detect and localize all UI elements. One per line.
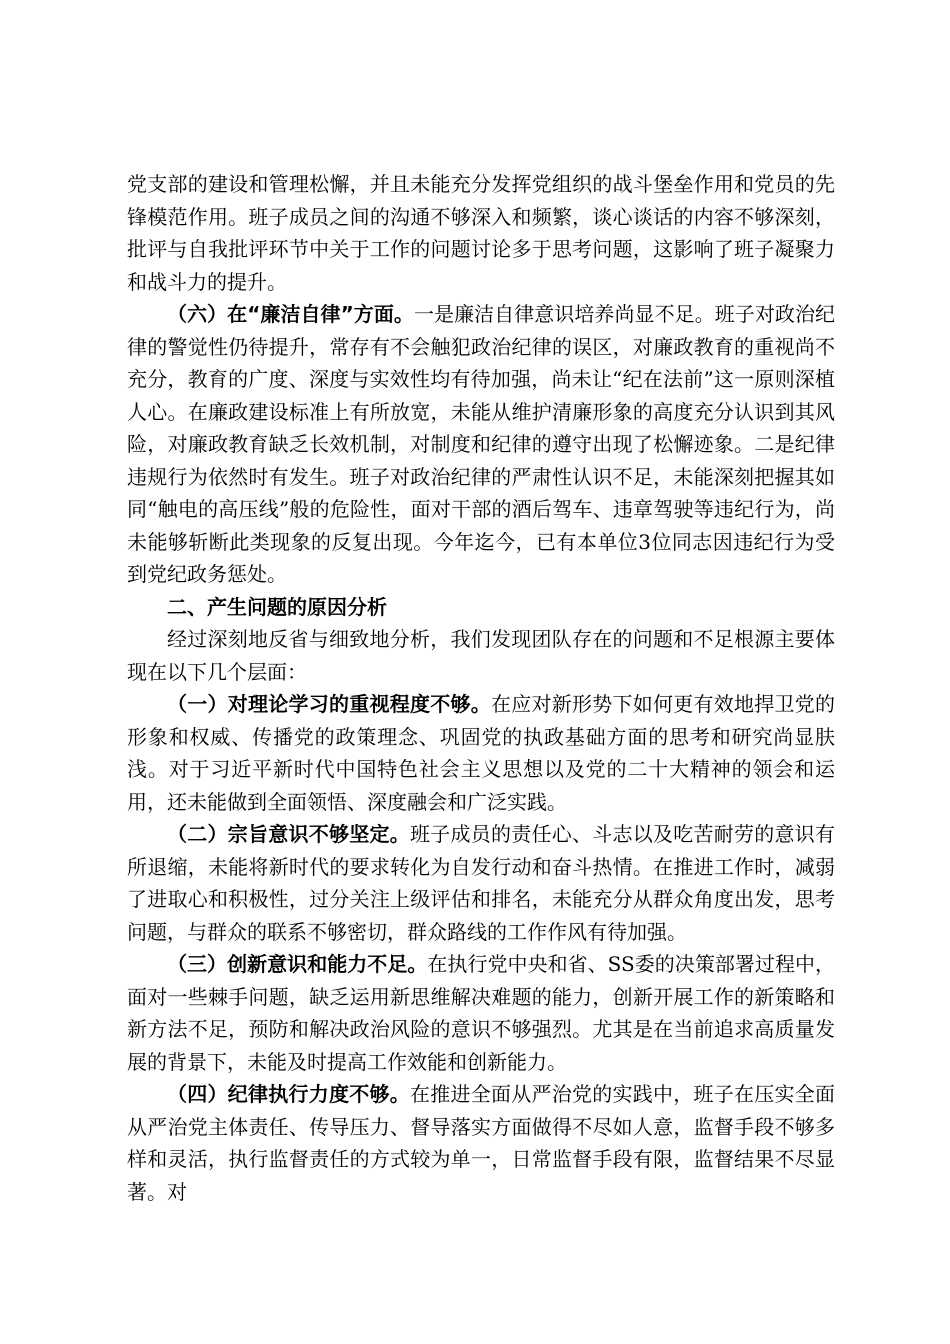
- paragraph-theory-study: [127, 688, 835, 818]
- paragraph-purpose-awareness: [127, 818, 835, 948]
- body-purpose-awareness: 班子成员的责任心、斗志以及吃苦耐劳的意识有所退缩，未能将新时代的要求转化为自发行动和奋斗热情。在推进工作时，减弱了进取心和积极性，过分关注上级评估和排名，未能充分从群众角度出发，思考问题，与群众的联系不够密切，群众路线的工作作风有待加强。: [127, 822, 835, 944]
- heading-discipline: （四）纪律执行力度不够。: [167, 1082, 410, 1106]
- paragraph-intro: 经过深刻地反省与细致地分析，我们发现团队存在的问题和不足根源主要体现在以下几个层面：: [127, 627, 835, 684]
- body-integrity: 一是廉洁自律意识培养尚显不足。班子对政治纪律的警觉性仍待提升，常存有不会触犯政治纪律的误区，对廉政教育的重视尚不充分，教育的广度、深度与实效性均有待加强，尚未让“纪在法前”这一原则深植人心。在廉政建设标准上有所放宽，未能从维护清廉形象的高度充分认识到其风险，对廉政教育缺乏长效机制，对制度和纪律的遵守出现了松懈迹象。二是纪律违规行为依然时有发生。班子对政治纪律的严肃性认识不足，未能深刻把握其如同“触电的高压线”般的危险性，面对干部的酒后驾车、违章驾驶等违纪行为，尚未能够斩断此类现象的反复出现。今年迄今，已有本单位3位同志因违纪行为受到党纪政务惩处。: [127, 302, 836, 586]
- heading-innovation: （三）创新意识和能力不足。: [167, 952, 428, 976]
- heading-purpose-awareness: （二）宗旨意识不够坚定。: [167, 822, 410, 846]
- heading-integrity: （六）在“廉洁自律”方面。: [167, 302, 414, 326]
- paragraph-integrity: [127, 298, 835, 591]
- document-page: [127, 168, 835, 1208]
- body-theory-study: 在应对新形势下如何更有效地捍卫党的形象和权威、传播党的政策理念、巩固党的执政基础方面的思考和研究尚显肤浅。对于习近平新时代中国特色社会主义思想以及党的二十大精神的领会和运用，还未能做到全面领悟、深度融会和广泛实践。: [127, 692, 835, 814]
- section-heading-cause-analysis: 二、产生问题的原因分析: [167, 594, 387, 619]
- heading-theory-study: （一）对理论学习的重视程度不够。: [167, 692, 491, 716]
- paragraph-discipline: [127, 1078, 835, 1208]
- paragraph-innovation: [127, 948, 835, 1078]
- body-discipline: 在推进全面从严治党的实践中，班子在压实全面从严治党主体责任、传导压力、督导落实方面做得不尽如人意，监督手段不够多样和灵活，执行监督责任的方式较为单一，日常监督手段有限，监督结果不尽显著。对: [127, 1082, 835, 1204]
- paragraph-party-branch: 党支部的建设和管理松懈，并且未能充分发挥党组织的战斗堡垒作用和党员的先锋模范作用。班子成员之间的沟通不够深入和频繁，谈心谈话的内容不够深刻，批评与自我批评环节中关于工作的问题讨论多于思考问题，这影响了班子凝聚力和战斗力的提升。: [127, 172, 835, 294]
- body-innovation: 在执行党中央和省、SS委的决策部署过程中，面对一些棘手问题，缺乏运用新思维解决难题的能力，创新开展工作的新策略和新方法不足，预防和解决政治风险的意识不够强烈。尤其是在当前追求高质量发展的背景下，未能及时提高工作效能和创新能力。: [127, 952, 835, 1074]
